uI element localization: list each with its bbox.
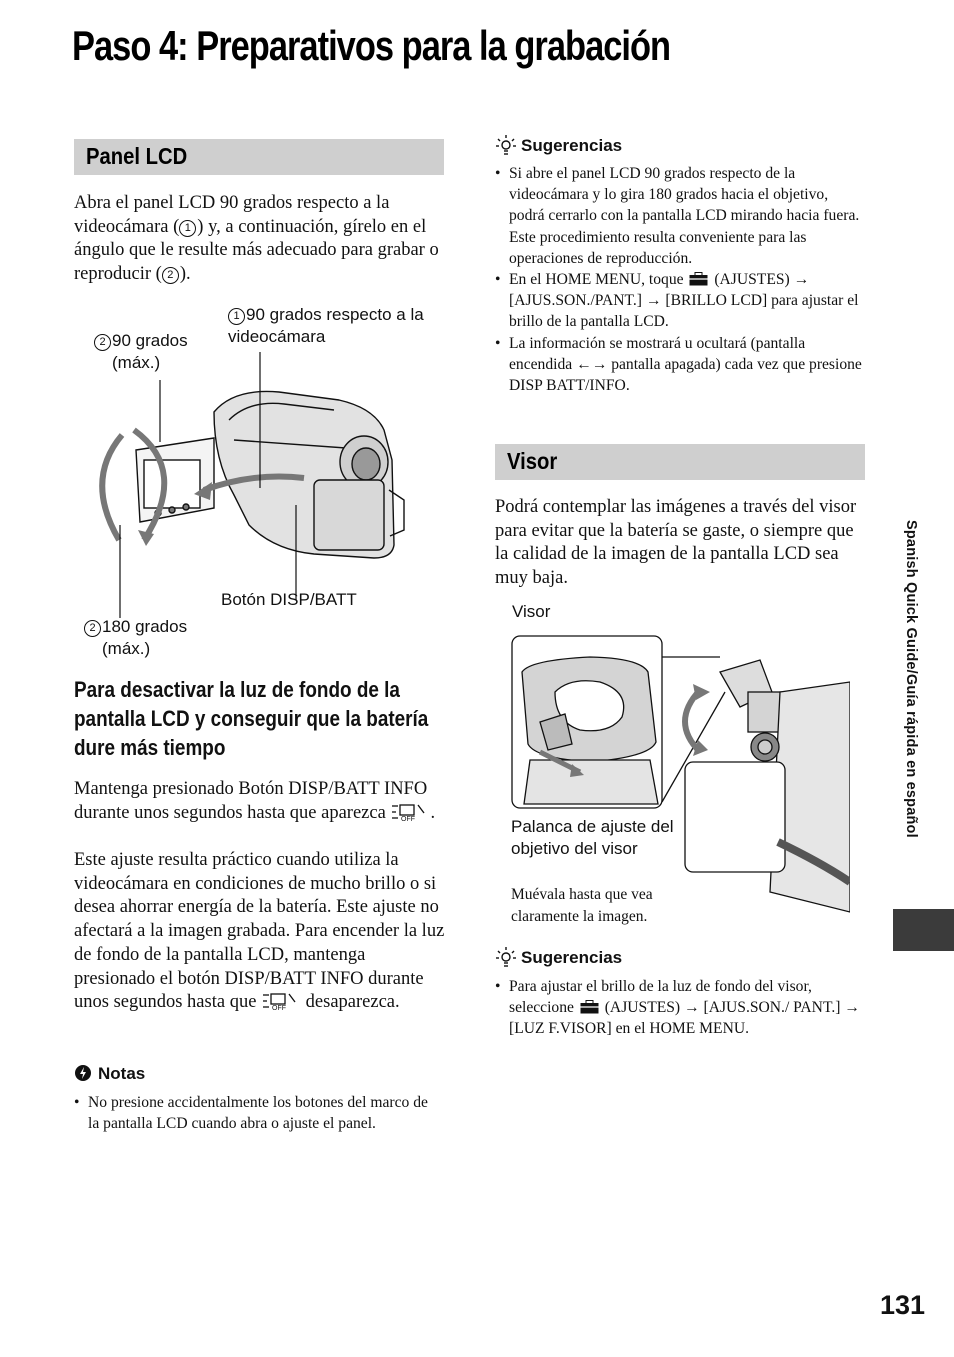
label-move-instruction: Muévala hasta que vea claramente la imagen. xyxy=(511,886,653,925)
settings-toolbox-icon xyxy=(580,1000,599,1014)
section-title: Visor xyxy=(507,448,558,474)
settings-toolbox-icon xyxy=(689,272,708,286)
viewfinder-illustration xyxy=(510,632,850,914)
section-title: Panel LCD xyxy=(86,143,188,169)
tips-heading-2: Sugerencias xyxy=(495,946,622,968)
list-item: • En el HOME MENU, toque (AJUSTES) → [AJUS.SON./PANT.] → [BRILLO LCD] para ajustar el brillo de la pantalla LCD. xyxy=(495,269,865,333)
subheading-backlight: Para desactivar la luz de fondo de la pantalla LCD y conseguir que la batería dure más tiempo xyxy=(74,677,429,760)
section-header-visor xyxy=(495,444,865,480)
label-disp-batt-button: Botón DISP/BATT xyxy=(221,590,357,609)
svg-text:OFF: OFF xyxy=(272,1005,287,1011)
label-lever: Palanca de ajuste del objetivo del visor xyxy=(511,817,674,858)
figure-visor xyxy=(510,632,850,914)
tips-list-1 xyxy=(495,163,865,396)
step-number: 2 xyxy=(162,267,179,284)
backlight-paragraph-2: Este ajuste resulta práctico cuando utiliza la videocámara en condiciones de mucho brillo o si desea ahorrar energía de la batería. Este ajuste no afectará a la imagen grabada. Para encender la luz de fondo de la pantalla LCD, mantenga presionado el botón DISP/BATT INFO durante unos segundos hasta que OFF desaparezca. xyxy=(74,850,445,1013)
intro-paragraph: Abra el panel LCD 90 grados respecto a la videocámara ( 1 ) y, a continuación, gírelo en el ángulo que le resulte más adecuado para grabar o reproducir ( 2 ). xyxy=(74,193,439,285)
label-visor: Visor xyxy=(512,602,551,621)
notes-heading: Notas xyxy=(74,1063,145,1084)
label-180-degrees: 2 180 grados (máx.) xyxy=(84,616,222,660)
list-item: • No presione accidentalmente los botones del marco de la pantalla LCD cuando abra o ajuste el panel. xyxy=(74,1092,440,1134)
list-item: • Si abre el panel LCD 90 grados respecto de la videocámara y lo gira 180 grados hacia el objetivo, podrá cerrarlo con la pantalla LCD mirando hacia fuera. Este procedimiento resulta conveniente para las operaciones de reproducción. xyxy=(495,163,865,269)
tip-bulb-icon xyxy=(495,134,517,156)
figure-lcd-panel xyxy=(74,300,446,665)
backlight-off-icon xyxy=(390,803,430,821)
tips-heading-1: Sugerencias xyxy=(495,134,622,156)
tip-bulb-icon xyxy=(495,946,517,968)
notes-icon xyxy=(74,1063,94,1083)
backlight-paragraph-1: Mantenga presionado Botón DISP/BATT INFO durante unos segundos hasta que aparezca OFF . xyxy=(74,779,436,823)
page-number: 131 xyxy=(880,1290,926,1320)
notes-list xyxy=(74,1092,440,1134)
label-90-degrees-camera: 1 90 grados respecto a la videocámara xyxy=(228,305,424,346)
side-tab-marker xyxy=(893,909,954,951)
list-item: • La información se mostrará u ocultará (pantalla encendida ←→ pantalla apagada) cada vez que presione DISP BATT/INFO. xyxy=(495,333,865,397)
side-tab-text: Spanish Quick Guide/Guía rápida en español xyxy=(903,520,919,838)
label-90-degrees: 2 90 grados (máx.) xyxy=(94,330,227,374)
svg-text:OFF: OFF xyxy=(401,815,416,821)
step-number: 1 xyxy=(179,220,196,237)
section-header-panel-lcd xyxy=(74,139,444,175)
backlight-off-icon xyxy=(261,992,301,1010)
page-title: Paso 4: Preparativos para la grabación xyxy=(72,22,671,69)
list-item: • Para ajustar el brillo de la luz de fondo del visor, seleccione (AJUSTES) → [AJUS.SON./ PANT.] → [LUZ F.VISOR] en el HOME MENU. xyxy=(495,976,865,1040)
tips-list-2 xyxy=(495,976,865,1040)
visor-paragraph: Podrá contemplar las imágenes a través del visor para evitar que la batería se gaste, o siempre que la calidad de la imagen de la pantalla LCD sea muy baja. xyxy=(495,497,857,589)
